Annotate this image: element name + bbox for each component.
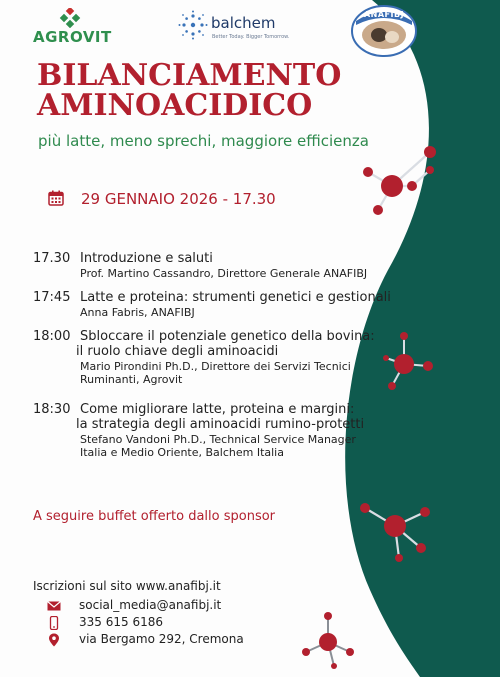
- contact-address-text[interactable]: via Bergamo 292, Cremona: [79, 632, 244, 646]
- anafibj-wordmark: ANAFIBJ: [363, 10, 405, 19]
- agenda-speaker: Stefano Vandoni Ph.D., Technical Service Manager: [80, 433, 356, 446]
- registration-text: Iscrizioni sul sito www.anafibj.it: [33, 579, 221, 593]
- agenda-time: 18:00: [33, 329, 71, 344]
- agenda-time: 17:45: [33, 290, 71, 305]
- balchem-logo-icon: [178, 10, 208, 40]
- event-title: BILANCIAMENTO AMINOACIDICO: [37, 58, 342, 123]
- agenda-title: Latte e proteina: strumenti genetici e gestionali: [80, 290, 391, 305]
- balchem-logo: [178, 10, 308, 46]
- agenda-item: [33, 290, 393, 319]
- agenda-item: [33, 251, 393, 280]
- anafibj-logo: [351, 5, 417, 57]
- agrovit-wordmark: AGROVIT: [33, 28, 112, 46]
- molecule-icon: [298, 610, 358, 670]
- agrovit-logo-icon: [58, 8, 82, 28]
- balchem-wordmark: balchem: [211, 14, 276, 32]
- agenda-time: 18:30: [33, 402, 71, 417]
- agenda-speaker: Anna Fabris, ANAFIBJ: [80, 306, 195, 319]
- agenda-item: [33, 329, 393, 386]
- agenda-speaker: Prof. Martino Cassandro, Direttore Generale ANAFIBJ: [80, 267, 368, 280]
- contact-phone-text[interactable]: 335 615 6186: [79, 615, 163, 629]
- agenda-item: [33, 402, 393, 459]
- agenda-title: Come migliorare latte, proteina e margini:: [80, 402, 355, 417]
- location-pin-icon: [47, 633, 61, 647]
- agenda-speaker-line: Ruminanti, Agrovit: [80, 373, 183, 386]
- balchem-tagline: Better Today. Bigger Tomorrow.: [212, 34, 290, 40]
- agenda-title-line: il ruolo chiave degli aminoacidi: [76, 344, 279, 359]
- agenda-time: 17.30: [33, 251, 71, 266]
- envelope-icon: [47, 599, 61, 613]
- event-subtitle: più latte, meno sprechi, maggiore efficienza: [38, 132, 369, 150]
- agenda-title: Introduzione e saluti: [80, 251, 213, 266]
- agenda-title-line: la strategia degli aminoacidi rumino-protetti: [76, 417, 365, 432]
- molecule-icon: [355, 486, 435, 566]
- agrovit-logo: [33, 8, 113, 46]
- molecule-icon: [378, 328, 438, 398]
- contact-email-text[interactable]: social_media@anafibj.it: [79, 598, 222, 612]
- molecule-icon: [356, 140, 446, 220]
- agenda-speaker-line: Italia e Medio Oriente, Balchem Italia: [80, 446, 284, 459]
- agenda-title: Sbloccare il potenziale genetico della bovina:: [80, 329, 375, 344]
- calendar-icon: [48, 190, 64, 206]
- buffet-note: A seguire buffet offerto dallo sponsor: [33, 509, 276, 524]
- event-date-text: 29 GENNAIO 2026 - 17.30: [81, 190, 276, 208]
- phone-icon: [47, 616, 61, 630]
- agenda-speaker: Mario Pirondini Ph.D., Direttore dei Servizi Tecnici: [80, 360, 351, 373]
